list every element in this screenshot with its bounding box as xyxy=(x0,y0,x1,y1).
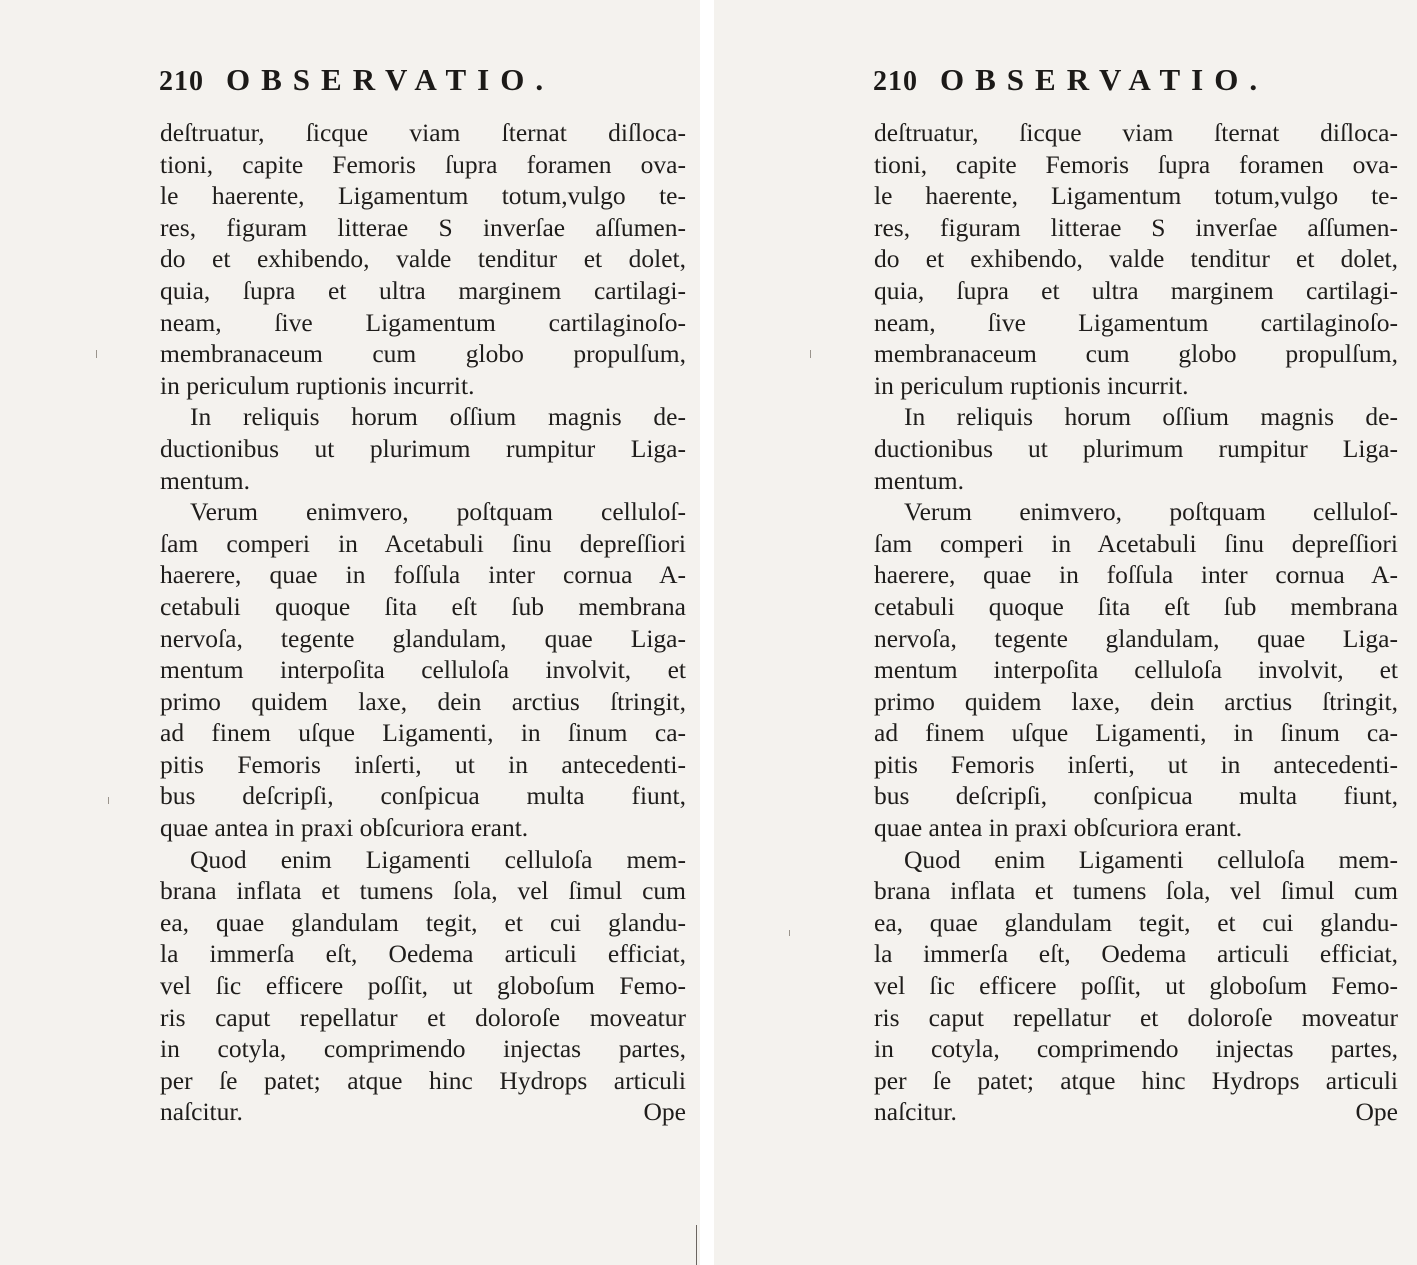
page-edge-line xyxy=(696,1225,697,1265)
text-line: In reliquis horum oſſium magnis de- xyxy=(904,402,1398,432)
text-line: neam, ſive Ligamentum cartilaginoſo- xyxy=(160,307,686,337)
text-line: mentum. xyxy=(874,465,964,495)
paper-speck xyxy=(789,930,790,936)
text-line: do et exhibendo, valde tenditur et dolet, xyxy=(160,244,686,274)
text-line: ea, quae glandulam tegit, et cui glandu- xyxy=(160,907,686,937)
text-line: vel ſic efficere poſſit, ut globoſum Femo- xyxy=(160,971,686,1001)
text-line: deſtruatur, ſicque viam ſternat diſloca- xyxy=(874,118,1398,147)
text-line: neam, ſive Ligamentum cartilaginoſo- xyxy=(874,307,1398,337)
text-line: res, figuram litterae S inverſae aſſumen- xyxy=(160,212,686,242)
page-number: 210 xyxy=(873,66,918,97)
text-line: membranaceum cum globo propulſum, xyxy=(160,339,686,369)
text-line: per ſe patet; atque hinc Hydrops articuli xyxy=(160,1065,686,1095)
text-line: ductionibus ut plurimum rumpitur Liga- xyxy=(160,433,686,463)
text-line: bus deſcripſi, conſpicua multa fiunt, xyxy=(160,781,686,811)
text-line: mentum. xyxy=(160,465,250,495)
text-line: le haerente, Ligamentum totum,vulgo te- xyxy=(874,181,1398,211)
text-line: ad finem uſque Ligamenti, in ſinum ca- xyxy=(874,718,1398,748)
text-line-content: naſcitur. xyxy=(160,1097,243,1127)
text-line: do et exhibendo, valde tenditur et dolet, xyxy=(874,244,1398,274)
text-line: la immerſa eſt, Oedema articuli efficiat, xyxy=(160,939,686,969)
text-line: brana inflata et tumens ſola, vel ſimul cum xyxy=(160,876,686,906)
text-line: res, figuram litterae S inverſae aſſumen- xyxy=(874,212,1398,242)
text-line: cetabuli quoque ſita eſt ſub membrana xyxy=(160,591,686,621)
text-line: in cotyla, comprimendo injectas partes, xyxy=(160,1034,686,1064)
text-line: primo quidem laxe, dein arctius ſtringit, xyxy=(874,686,1398,716)
text-line xyxy=(160,1096,686,1128)
paper-speck xyxy=(810,350,811,358)
text-line: haerere, quae in foſſula inter cornua A- xyxy=(874,560,1398,590)
text-line: haerere, quae in foſſula inter cornua A- xyxy=(160,560,686,590)
body-text xyxy=(160,117,686,1128)
text-line: ea, quae glandulam tegit, et cui glandu- xyxy=(874,907,1398,937)
text-line: la immerſa eſt, Oedema articuli efficiat, xyxy=(874,939,1398,969)
text-line xyxy=(874,1096,1398,1128)
text-line: ad finem uſque Ligamenti, in ſinum ca- xyxy=(160,718,686,748)
text-line: tioni, capite Femoris ſupra foramen ova- xyxy=(874,149,1398,179)
text-line: brana inflata et tumens ſola, vel ſimul cum xyxy=(874,876,1398,906)
text-line: le haerente, Ligamentum totum,vulgo te- xyxy=(160,181,686,211)
text-line: tioni, capite Femoris ſupra foramen ova- xyxy=(160,149,686,179)
text-line: pitis Femoris inſerti, ut in antecedenti- xyxy=(160,749,686,779)
paper-speck xyxy=(108,797,109,804)
text-line: bus deſcripſi, conſpicua multa fiunt, xyxy=(874,781,1398,811)
text-line: Quod enim Ligamenti celluloſa mem- xyxy=(190,844,686,874)
text-line: Verum enimvero, poſtquam celluloſ- xyxy=(190,497,686,527)
text-line: ſam comperi in Acetabuli ſinu depreſſiori xyxy=(160,528,686,558)
text-line: in cotyla, comprimendo injectas partes, xyxy=(874,1034,1398,1064)
text-line: quia, ſupra et ultra marginem cartilagi- xyxy=(160,275,686,305)
body-text xyxy=(874,117,1398,1128)
text-line-content: naſcitur. xyxy=(874,1097,957,1127)
text-line: mentum interpoſita celluloſa involvit, et xyxy=(874,655,1398,685)
text-line: cetabuli quoque ſita eſt ſub membrana xyxy=(874,591,1398,621)
text-line: ris caput repellatur et doloroſe moveatur xyxy=(160,1002,686,1032)
text-line: membranaceum cum globo propulſum, xyxy=(874,339,1398,369)
text-line: vel ſic efficere poſſit, ut globoſum Femo- xyxy=(874,971,1398,1001)
paper-speck xyxy=(96,350,97,358)
running-head-title: OBSERVATIO. xyxy=(940,62,1269,97)
text-line: pitis Femoris inſerti, ut in antecedenti- xyxy=(874,749,1398,779)
running-head xyxy=(159,62,554,98)
catchword: Ope xyxy=(1355,1097,1398,1127)
text-line: quae antea in praxi obſcuriora erant. xyxy=(160,813,529,843)
page-number: 210 xyxy=(159,66,204,97)
text-line: per ſe patet; atque hinc Hydrops articuli xyxy=(874,1065,1398,1095)
gutter xyxy=(700,0,714,1265)
text-line: in periculum ruptionis incurrit. xyxy=(874,370,1189,400)
text-line: ductionibus ut plurimum rumpitur Liga- xyxy=(874,433,1398,463)
text-line: mentum interpoſita celluloſa involvit, et xyxy=(160,655,686,685)
left-page xyxy=(0,0,700,1265)
text-line: quae antea in praxi obſcuriora erant. xyxy=(874,813,1243,843)
text-line: Quod enim Ligamenti celluloſa mem- xyxy=(904,844,1398,874)
text-line: nervoſa, tegente glandulam, quae Liga- xyxy=(874,623,1398,653)
text-line: ſam comperi in Acetabuli ſinu depreſſiori xyxy=(874,528,1398,558)
text-line: nervoſa, tegente glandulam, quae Liga- xyxy=(160,623,686,653)
text-line: ris caput repellatur et doloroſe moveatur xyxy=(874,1002,1398,1032)
text-line: in periculum ruptionis incurrit. xyxy=(160,370,475,400)
text-line: In reliquis horum oſſium magnis de- xyxy=(190,402,686,432)
text-line: quia, ſupra et ultra marginem cartilagi- xyxy=(874,275,1398,305)
text-line: Verum enimvero, poſtquam celluloſ- xyxy=(904,497,1398,527)
right-page xyxy=(714,0,1417,1265)
running-head-title: OBSERVATIO. xyxy=(226,62,555,97)
catchword: Ope xyxy=(643,1097,686,1127)
text-line: deſtruatur, ſicque viam ſternat diſloca- xyxy=(160,118,686,147)
running-head xyxy=(873,62,1268,98)
text-line: primo quidem laxe, dein arctius ſtringit, xyxy=(160,686,686,716)
